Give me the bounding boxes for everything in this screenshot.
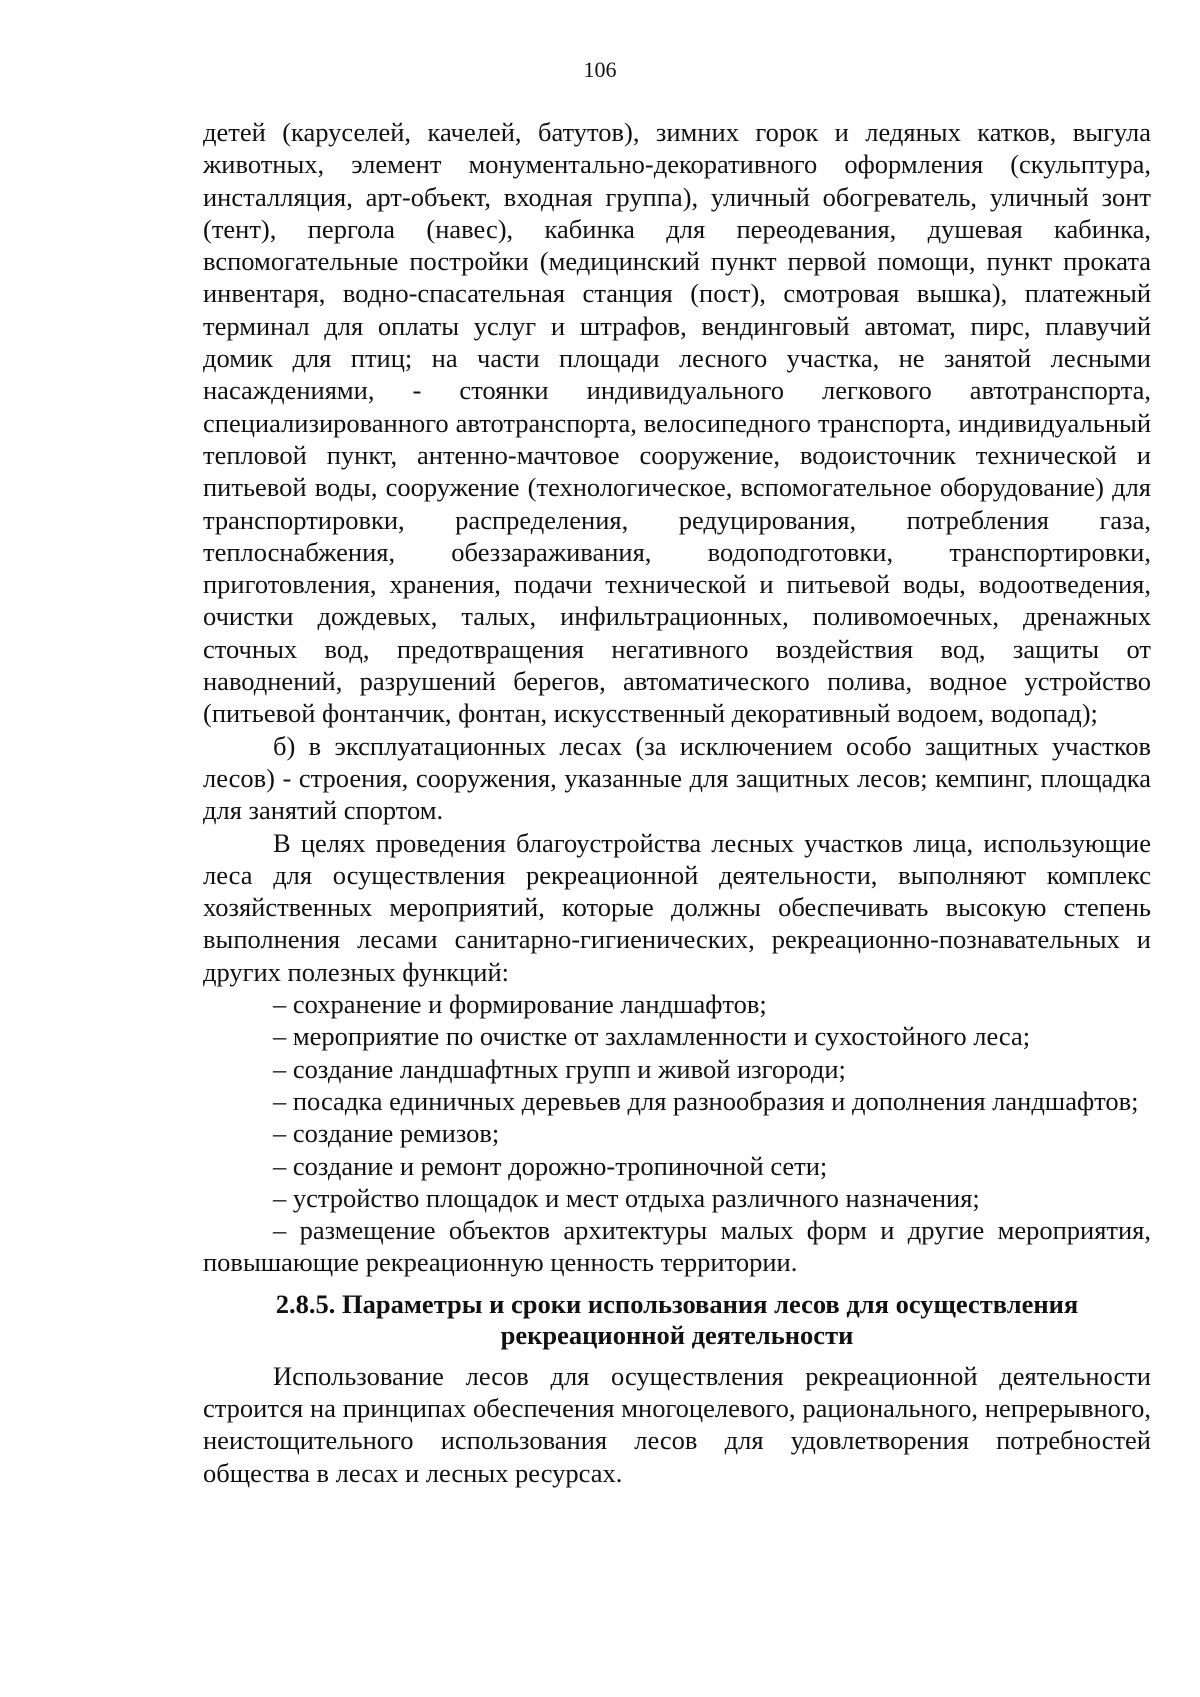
measures-list (203, 988, 1151, 1279)
page-number: 106 (583, 57, 617, 82)
paragraph-section-body: Использование лесов для осуществления рекреационной деятельности строится на принципах обеспечения многоцелевого, рационального, непрерывного, неистощительного использования лесов для удовлетворения потребностей общества в лесах и лесных ресурсах. (203, 1360, 1151, 1488)
section-heading (203, 1289, 1151, 1352)
document-body (203, 116, 1151, 1489)
paragraph-improvement-measures: В целях проведения благоустройства лесных участков лица, использующие леса для осуществления рекреационной деятельности, выполняют комплекс хозяйственных мероприятий, которые должны обеспечивать высокую степень выполнения лесами санитарно-гигиенических, рекреационно-познавательных и других полезных функций: (203, 827, 1151, 987)
list-item: – сохранение и формирование ландшафтов; (273, 989, 767, 1020)
paragraph-exploitation-forests: б) в эксплуатационных лесах (за исключением особо защитных участков лесов) - строения, сооружения, указанные для защитных лесов; кемпинг, площадка для занятий спортом. (203, 730, 1151, 826)
list-item: – создание ландшафтных групп и живой изгороди; (273, 1053, 846, 1084)
list-item: – мероприятие по очистке от захламленности и сухостойного леса; (273, 1021, 1031, 1052)
list-item: – посадка единичных деревьев для разнообразия и дополнения ландшафтов; (273, 1085, 1139, 1116)
list-item: – создание и ремонт дорожно-тропиночной сети; (273, 1150, 828, 1181)
section-heading-line-1: 2.8.5. Параметры и сроки использования лесов для осуществления (275, 1288, 1079, 1319)
list-item: – создание ремизов; (273, 1118, 500, 1149)
list-item: – устройство площадок и мест отдыха различного назначения; (273, 1182, 980, 1213)
section-heading-line-2: рекреационной деятельности (500, 1320, 854, 1351)
paragraph-continuation: детей (каруселей, качелей, батутов), зимних горок и ледяных катков, выгула животных, элемент монументально-декоративного оформления (скульптура, инсталляция, арт-объект, входная группа), уличный обогреватель, уличный зонт (тент), пергола (навес), кабинка для переодевания, душевая кабинка, вспомогательные постройки (медицинский пункт первой помощи, пункт проката инвентаря, водно-спасательная станция (пост), смотровая вышка), платежный терминал для оплаты услуг и штрафов, вендинговый автомат, пирс, плавучий домик для птиц; на части площади лесного участка, не занятой лесными насаждениями, - стоянки индивидуального легкового автотранспорта, специализированного автотранспорта, велосипедного транспорта, индивидуальный тепловой пункт, антенно-мачтовое сооружение, водоисточник технической и питьевой воды, сооружение (технологическое, вспомогательное оборудование) для транспортировки, распределения, редуцирования, потребления газа, теплоснабжения, обеззараживания, водоподготовки, транспортировки, приготовления, хранения, подачи технической и питьевой воды, водоотведения, очистки дождевых, талых, инфильтрационных, поливомоечных, дренажных сточных вод, предотвращения негативного воздействия вод, защиты от наводнений, разрушений берегов, автоматического полива, водное устройство (питьевой фонтанчик, фонтан, искусственный декоративный водоем, водопад); (203, 117, 1151, 729)
list-item: – размещение объектов архитектуры малых форм и другие мероприятия, повышающие рекреационную ценность территории. (203, 1215, 1151, 1278)
